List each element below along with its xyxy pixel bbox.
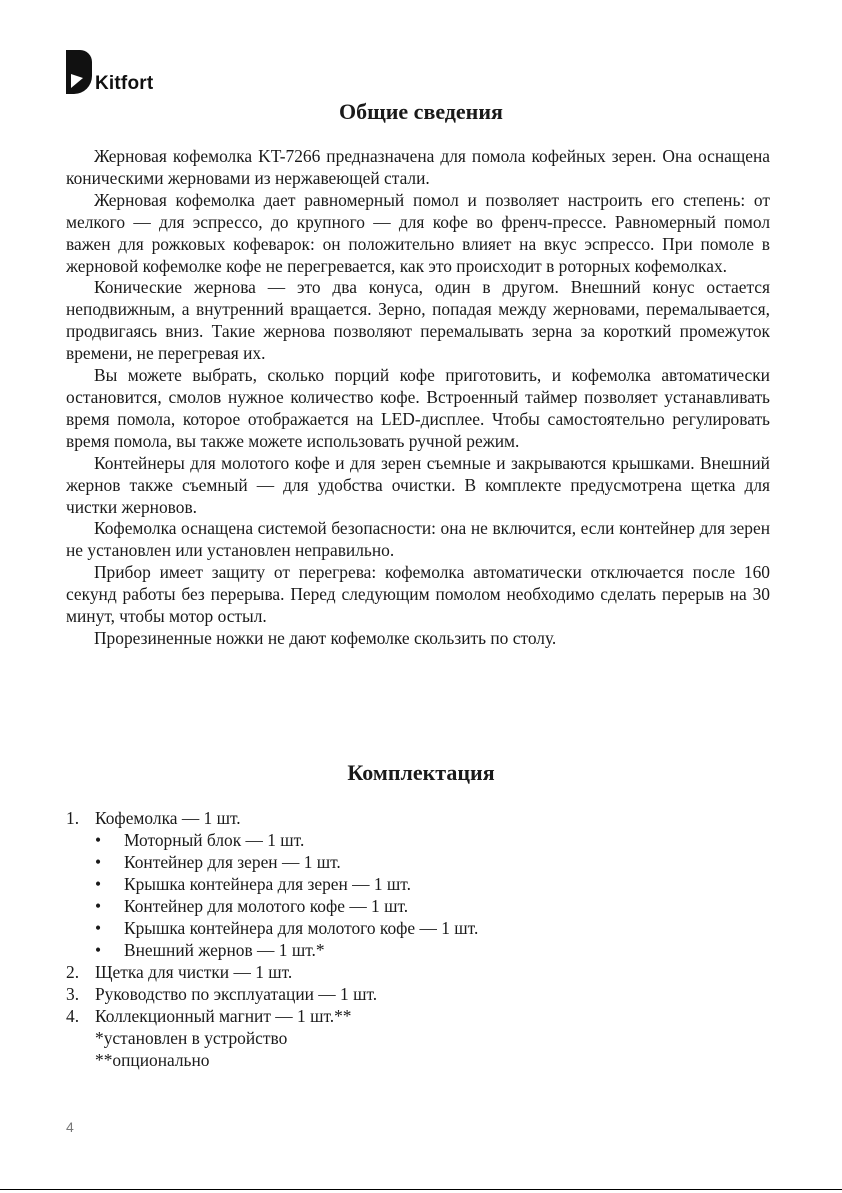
paragraph: Жерновая кофемолка дает равномерный помол и позволяет настроить его степень: от мелкого — для эспрессо, до крупного — для кофе во френч-прессе. Равномерный помол важен для рожковых кофеварок: он положительно влияет на вкус эспрессо. При помоле в жерновой кофемолке кофе не перегревается, как это происходит в роторных кофемолках. <box>66 189 770 276</box>
bullet: • <box>95 852 102 872</box>
brand-name: Kitfort <box>95 73 154 94</box>
list-number: 2. <box>66 962 80 982</box>
list-item <box>66 983 770 1005</box>
bullet: • <box>95 896 102 916</box>
list-item-text: Кофемолка — 1 шт. <box>95 808 241 828</box>
paragraph: Жерновая кофемолка KT-7266 предназначена для помола кофейных зерен. Она оснащена коническими жерновами из нержавеющей стали. <box>66 146 770 188</box>
bullet: • <box>95 874 102 894</box>
paragraph: Конические жернова — это два конуса, один в другом. Внешний конус остается неподвижным, а внутренний вращается. Зерно, попадая между жерновами, перемалывается, продвигаясь вниз. Такие жернова позволяют перемалывать зерна за короткий промежуток времени, не перегревая их. <box>66 277 770 364</box>
sub-list-item <box>66 939 770 961</box>
sub-list-item-text: Внешний жернов — 1 шт.* <box>124 940 325 960</box>
page-number: 4 <box>66 1119 74 1135</box>
paragraph: Прибор имеет защиту от перегрева: кофемолка автоматически отключается после 160 секунд работы без перерыва. Перед следующим помолом необходимо сделать перерыв на 30 минут, чтобы мотор остыл. <box>66 562 770 627</box>
general-info-text <box>66 146 770 650</box>
sub-list-item <box>66 829 770 851</box>
sub-list-item <box>66 917 770 939</box>
sub-list-item-text: Контейнер для молотого кофе — 1 шт. <box>124 896 409 916</box>
paragraph: Вы можете выбрать, сколько порций кофе приготовить, и кофемолка автоматически остановится, смолов нужное количество кофе. Встроенный таймер позволяет устанавливать время помола, которое отображается на LED-дисплее. Чтобы самостоятельно регулировать время помола, вы также можете использовать ручной режим. <box>66 365 770 451</box>
bullet: • <box>95 918 102 938</box>
list-item <box>66 807 770 829</box>
list-number: 3. <box>66 984 80 1004</box>
kitfort-logo <box>66 50 176 100</box>
list-number: 4. <box>66 1006 80 1026</box>
list-item-text: Руководство по эксплуатации — 1 шт. <box>95 984 378 1004</box>
bullet: • <box>95 940 102 960</box>
sub-list-item-text: Контейнер для зерен — 1 шт. <box>124 852 341 872</box>
bullet: • <box>95 830 102 850</box>
footnote: **опционально <box>95 1050 210 1070</box>
footnote: *установлен в устройство <box>95 1028 288 1048</box>
sub-list-item-text: Крышка контейнера для молотого кофе — 1 шт. <box>124 918 479 938</box>
sub-list-item-text: Моторный блок — 1 шт. <box>124 830 305 850</box>
sub-list-item-text: Крышка контейнера для зерен — 1 шт. <box>124 874 411 894</box>
list-number: 1. <box>66 808 80 828</box>
list-item <box>66 1005 770 1027</box>
contents-list <box>66 807 770 1071</box>
bottom-rule <box>0 1189 842 1190</box>
list-item <box>66 961 770 983</box>
paragraph: Прорезиненные ножки не дают кофемолке скользить по столу. <box>94 627 557 648</box>
paragraph: Кофемолка оснащена системой безопасности: она не включится, если контейнер для зерен не установлен или установлен неправильно. <box>66 518 770 561</box>
sub-list-item <box>66 895 770 917</box>
sub-list-item <box>66 851 770 873</box>
general-info-heading: Общие сведения <box>339 99 503 124</box>
kitfort-logo-icon <box>66 50 92 94</box>
contents-heading: Комплектация <box>347 760 495 785</box>
sub-list-item <box>66 873 770 895</box>
list-item-text: Коллекционный магнит — 1 шт.** <box>95 1006 352 1026</box>
list-item-text: Щетка для чистки — 1 шт. <box>95 962 293 982</box>
paragraph: Контейнеры для молотого кофе и для зерен съемные и закрываются крышками. Внешний жернов также съемный — для удобства очистки. В комплекте предусмотрена щетка для чистки жерновов. <box>66 452 770 517</box>
